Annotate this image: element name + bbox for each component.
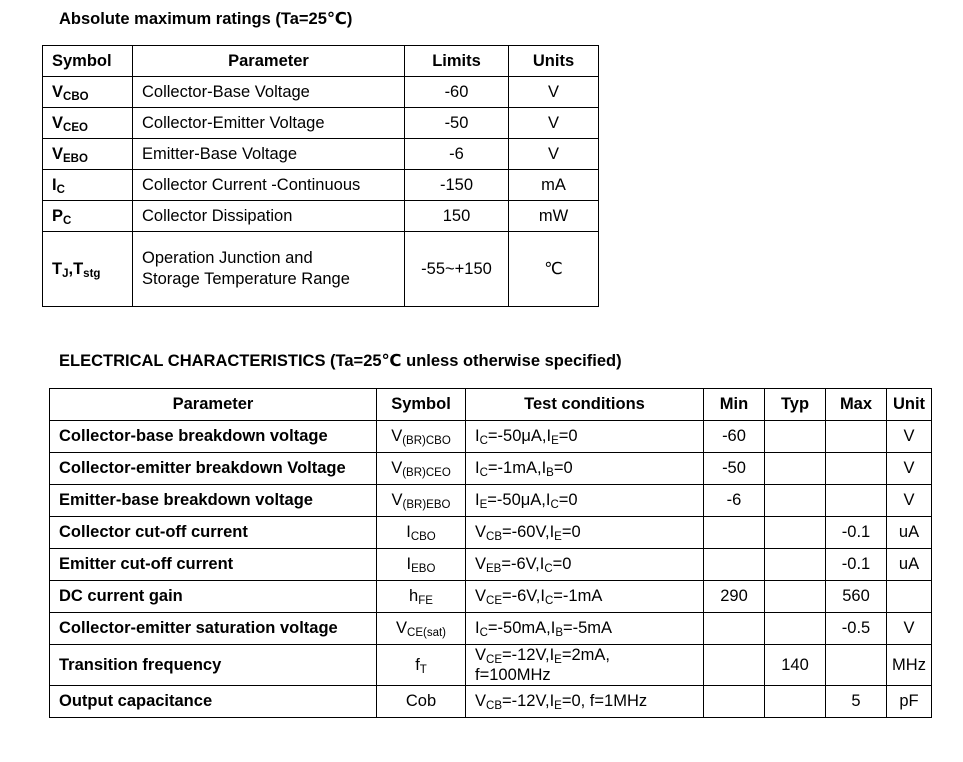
max-cell: 560 xyxy=(826,581,887,613)
parameter-cell: Collector-emitter breakdown Voltage xyxy=(50,453,377,485)
unit-cell: V xyxy=(887,421,932,453)
table-row xyxy=(43,77,599,108)
parameter-cell: DC current gain xyxy=(50,581,377,613)
test-condition-cell: $V_{EB}=-6V,I_C=0$ xyxy=(466,549,704,581)
table-row xyxy=(50,613,932,645)
max-cell: -0.5 xyxy=(826,613,887,645)
test-condition-cell: $V_{CE}=-6V,I_C=-1mA$ xyxy=(466,581,704,613)
typ-cell xyxy=(765,453,826,485)
table-header-row xyxy=(43,46,599,77)
parameter-cell: Collector Current -Continuous xyxy=(133,170,405,201)
unit-cell: V xyxy=(887,613,932,645)
table-row xyxy=(43,232,599,307)
table-row xyxy=(43,108,599,139)
symbol-cell: $h_{FE}$ xyxy=(377,581,466,613)
limit-cell: -6 xyxy=(405,139,509,170)
unit-cell: uA xyxy=(887,549,932,581)
test-condition-cell: $I_C=-1mA,I_B=0$ xyxy=(466,453,704,485)
min-cell: -6 xyxy=(704,485,765,517)
typ-cell xyxy=(765,485,826,517)
symbol-cell: $P_C$ xyxy=(43,201,133,232)
typ-cell xyxy=(765,686,826,718)
symbol-cell: $V_{CEO}$ xyxy=(43,108,133,139)
table-row xyxy=(50,453,932,485)
typ-cell: 140 xyxy=(765,645,826,686)
max-cell xyxy=(826,453,887,485)
table-row xyxy=(50,686,932,718)
unit-cell: V xyxy=(509,139,599,170)
parameter-cell: Output capacitance xyxy=(50,686,377,718)
min-cell xyxy=(704,613,765,645)
table-row xyxy=(43,139,599,170)
table-row xyxy=(43,170,599,201)
header-units: Units xyxy=(509,46,599,77)
max-cell: -0.1 xyxy=(826,517,887,549)
header-test-conditions: Test conditions xyxy=(466,389,704,421)
header-unit: Unit xyxy=(887,389,932,421)
table-header-row xyxy=(50,389,932,421)
limit-cell: -150 xyxy=(405,170,509,201)
table-row xyxy=(50,581,932,613)
electrical-characteristics-table xyxy=(49,388,932,718)
symbol-cell: $I_{EBO}$ xyxy=(377,549,466,581)
min-cell: -50 xyxy=(704,453,765,485)
parameter-cell: Operation Junction and Storage Temperature Range xyxy=(133,232,405,307)
header-min: Min xyxy=(704,389,765,421)
typ-cell xyxy=(765,517,826,549)
unit-cell: uA xyxy=(887,517,932,549)
unit-cell: V xyxy=(509,77,599,108)
symbol-cell: $I_{CBO}$ xyxy=(377,517,466,549)
min-cell: 290 xyxy=(704,581,765,613)
parameter-cell: Collector-emitter saturation voltage xyxy=(50,613,377,645)
header-typ: Typ xyxy=(765,389,826,421)
limit-cell: -50 xyxy=(405,108,509,139)
parameter-cell: Collector-Base Voltage xyxy=(133,77,405,108)
max-cell xyxy=(826,421,887,453)
parameter-cell: Emitter-base breakdown voltage xyxy=(50,485,377,517)
unit-cell: V xyxy=(887,485,932,517)
limit-cell: 150 xyxy=(405,201,509,232)
max-cell: -0.1 xyxy=(826,549,887,581)
symbol-cell: $V_{CBO}$ xyxy=(43,77,133,108)
max-cell xyxy=(826,485,887,517)
min-cell xyxy=(704,517,765,549)
symbol-cell: $V_{(BR)EBO}$ xyxy=(377,485,466,517)
min-cell xyxy=(704,686,765,718)
electrical-characteristics-title: ELECTRICAL CHARACTERISTICS (Ta=25℃ unless otherwise specified) xyxy=(59,352,622,370)
table-row xyxy=(50,549,932,581)
parameter-cell: Emitter cut-off current xyxy=(50,549,377,581)
symbol-cell: Cob xyxy=(377,686,466,718)
unit-cell: pF xyxy=(887,686,932,718)
symbol-cell: $V_{CE(sat)}$ xyxy=(377,613,466,645)
limit-cell: -60 xyxy=(405,77,509,108)
test-condition-cell: $V_{CB}=-60V,I_E=0$ xyxy=(466,517,704,549)
parameter-cell: Emitter-Base Voltage xyxy=(133,139,405,170)
symbol-cell: $V_{(BR)CEO}$ xyxy=(377,453,466,485)
test-condition-cell: $V_{CE}=-12V,I_E=2mA$, f=100MHz xyxy=(466,645,704,686)
table-row xyxy=(50,485,932,517)
symbol-cell: $V_{(BR)CBO}$ xyxy=(377,421,466,453)
table-row xyxy=(50,517,932,549)
absolute-ratings-table xyxy=(42,45,599,307)
max-cell: 5 xyxy=(826,686,887,718)
unit-cell xyxy=(887,581,932,613)
unit-cell: ℃ xyxy=(509,232,599,307)
unit-cell: mA xyxy=(509,170,599,201)
unit-cell: MHz xyxy=(887,645,932,686)
unit-cell: V xyxy=(509,108,599,139)
parameter-cell: Collector cut-off current xyxy=(50,517,377,549)
parameter-cell: Collector Dissipation xyxy=(133,201,405,232)
limit-cell: -55~+150 xyxy=(405,232,509,307)
header-limits: Limits xyxy=(405,46,509,77)
parameter-cell: Collector-base breakdown voltage xyxy=(50,421,377,453)
min-cell xyxy=(704,645,765,686)
test-condition-cell: $I_E=-50\mu A,I_C=0$ xyxy=(466,485,704,517)
header-max: Max xyxy=(826,389,887,421)
parameter-cell: Transition frequency xyxy=(50,645,377,686)
typ-cell xyxy=(765,421,826,453)
unit-cell: mW xyxy=(509,201,599,232)
header-symbol: Symbol xyxy=(43,46,133,77)
parameter-cell: Collector-Emitter Voltage xyxy=(133,108,405,139)
header-parameter: Parameter xyxy=(133,46,405,77)
header-symbol: Symbol xyxy=(377,389,466,421)
table-row xyxy=(43,201,599,232)
symbol-cell: $I_C$ xyxy=(43,170,133,201)
test-condition-cell: $I_C=-50\mu A,I_E=0$ xyxy=(466,421,704,453)
absolute-ratings-title: Absolute maximum ratings (Ta=25℃) xyxy=(59,10,353,28)
min-cell: -60 xyxy=(704,421,765,453)
test-condition-cell: $V_{CB}=-12V,I_E=0$, f=1MHz xyxy=(466,686,704,718)
typ-cell xyxy=(765,549,826,581)
typ-cell xyxy=(765,581,826,613)
table-row xyxy=(50,421,932,453)
symbol-cell: $T_J,T_{stg}$ xyxy=(43,232,133,307)
min-cell xyxy=(704,549,765,581)
header-parameter: Parameter xyxy=(50,389,377,421)
symbol-cell: $V_{EBO}$ xyxy=(43,139,133,170)
unit-cell: V xyxy=(887,453,932,485)
max-cell xyxy=(826,645,887,686)
symbol-cell: $f_T$ xyxy=(377,645,466,686)
table-row xyxy=(50,645,932,686)
test-condition-cell: $I_C=-50mA,I_B=-5mA$ xyxy=(466,613,704,645)
typ-cell xyxy=(765,613,826,645)
